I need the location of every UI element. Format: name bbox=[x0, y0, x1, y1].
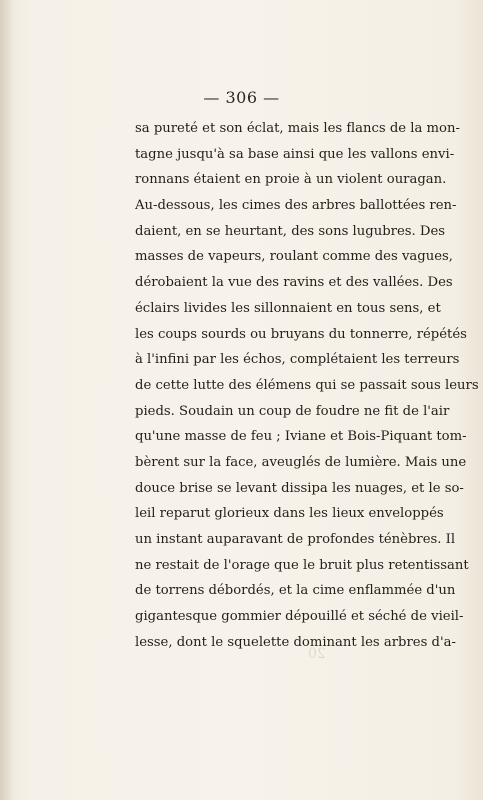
text-line: ronnans étaient en proie à un violent ouragan. bbox=[135, 172, 447, 188]
text-line: bèrent sur la face, aveuglés de lumière. Mais une bbox=[135, 454, 467, 470]
text-line: pieds. Soudain un coup de foudre ne fit de l'air bbox=[135, 403, 450, 419]
text-line: sa pureté et son éclat, mais les flancs de la mon- bbox=[135, 121, 460, 136]
text-line: daient, en se heurtant, des sons lugubres. Des bbox=[135, 223, 446, 239]
bleed-through-mark: 20 bbox=[308, 646, 326, 662]
text-line: un instant auparavant de profondes ténèbres. Il bbox=[135, 532, 456, 547]
text-line: de cette lutte des élémens qui se passait sous leurs bbox=[135, 377, 479, 393]
body-text bbox=[135, 116, 479, 655]
text-line: qu'une masse de feu ; Iviane et Bois-Piquant tom- bbox=[135, 429, 467, 445]
text-line: Au-dessous, les cimes des arbres ballottées ren- bbox=[135, 198, 457, 214]
text-line: douce brise se levant dissipa les nuages, et le so- bbox=[135, 480, 464, 496]
text-line: gigantesque gommier dépouillé et séché de vieil- bbox=[135, 609, 464, 625]
page-number: — 306 — bbox=[203, 88, 280, 107]
spine-shadow bbox=[0, 0, 14, 800]
text-line: les coups sourds ou bruyans du tonnerre, répétés bbox=[135, 326, 467, 342]
text-line: dérobaient la vue des ravins et des vallées. Des bbox=[135, 275, 453, 291]
text-line: à l'infini par les échos, complétaient les terreurs bbox=[135, 352, 460, 368]
text-line: de torrens débordés, et la cime enflammée d'un bbox=[135, 583, 456, 599]
text-line: leil reparut glorieux dans les lieux enveloppés bbox=[135, 506, 444, 522]
text-line: masses de vapeurs, roulant comme des vagues, bbox=[135, 249, 453, 265]
text-line: ne restait de l'orage que le bruit plus retentissant bbox=[135, 557, 469, 573]
text-line: éclairs livides les sillonnaient en tous sens, et bbox=[135, 300, 441, 316]
text-line: tagne jusqu'à sa base ainsi que les vallons envi- bbox=[135, 146, 455, 162]
text-line: lesse, dont le squelette dominant les arbres d'a- bbox=[135, 634, 456, 650]
